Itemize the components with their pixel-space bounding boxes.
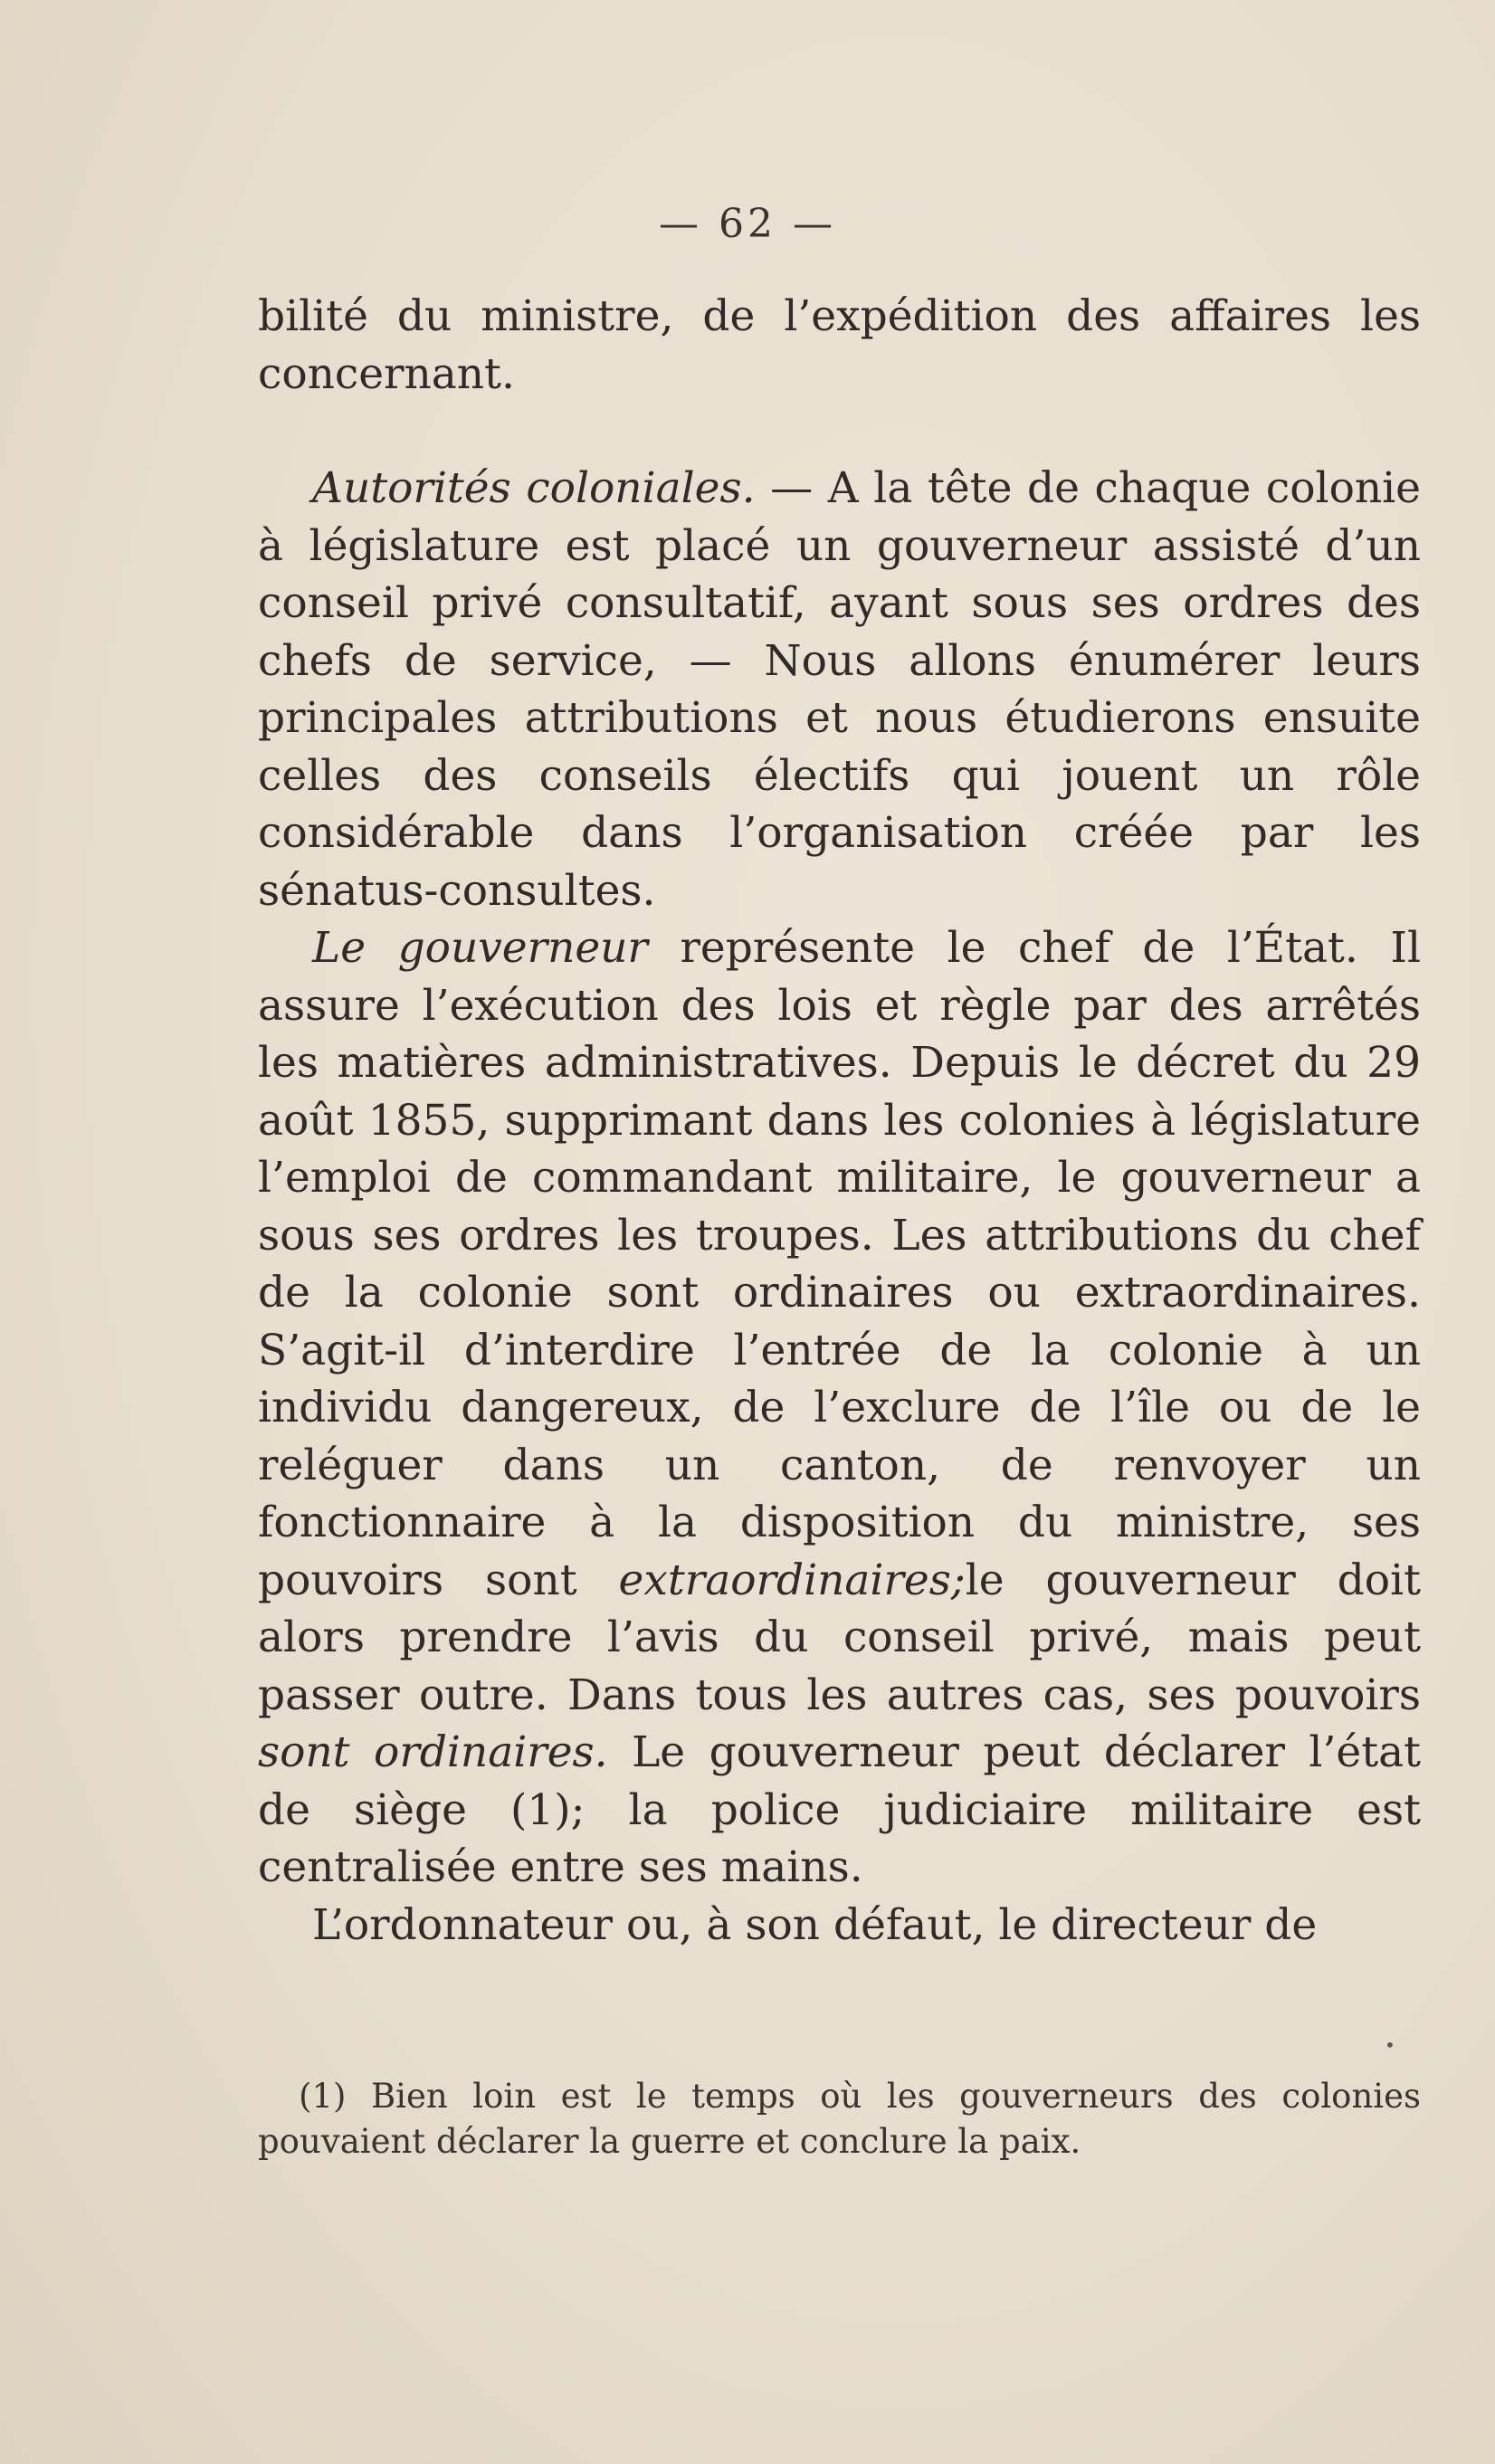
term-ordinaires: sont ordinaires. xyxy=(258,1727,608,1777)
paragraph-text: le gouverneur doit alors prendre l’avis du conseil privé, mais peut passer outre. Dans tous les autres cas, ses pouvoirs xyxy=(258,1555,1421,1720)
page-number: — 62 — xyxy=(659,201,836,247)
term-gouverneur: Le gouverneur xyxy=(312,923,648,973)
paragraph-text: Le gouverneur peut déclarer l’état de siège (1); la police judiciaire militaire est centralisée entre ses mains. xyxy=(258,1727,1422,1892)
paragraph-text: représente le chef de l’État. Il assure l’exécution des lois et règle par des arrêtés les matières administratives. Depuis le décret du 29 août 1855, supprimant dans les colonies à législature l’emploi de commandant militaire, le gouverneur a sous ses ordres les troupes. Les attributions du chef de la colonie sont ordinaires ou extraordinaires. S’agit-il d’interdire l’entrée de la colonie à un individu dangereux, de l’exclure de l’île ou de le reléguer dans un canton, de renvoyer un fonctionnaire à la disposition du ministre, ses pouvoirs sont xyxy=(258,923,1422,1605)
paragraph-autorites xyxy=(258,460,1421,919)
term-extraordinaires: extraordinaires; xyxy=(618,1555,966,1605)
paragraph-ordonnateur: L’ordonnateur ou, à son défaut, le directeur de xyxy=(312,1899,1318,1950)
body-text xyxy=(258,288,1421,1954)
paragraph-gouverneur xyxy=(258,919,1421,1897)
paragraph-text: — A la tête de chaque colonie à législature est placé un gouverneur assisté d’un conseil privé consultatif, ayant sous ses ordres des chefs de service, — Nous allons énumérer leurs principales attributions et nous étudierons ensuite celles des conseils électifs qui jouent un rôle considérable dans l’organisation créée par les sénatus-consultes. xyxy=(258,463,1421,916)
footnotes xyxy=(258,2074,1421,2164)
footnote-1: (1) Bien loin est le temps où les gouverneurs des colonies pouvaient déclarer la guerre et conclure la paix. xyxy=(258,2077,1421,2161)
ink-dot: • xyxy=(1385,2034,1395,2056)
section-heading: Autorités coloniales. xyxy=(312,463,756,513)
paragraph-continued: bilité du ministre, de l’expédition des affaires les concernant. xyxy=(258,291,1421,399)
